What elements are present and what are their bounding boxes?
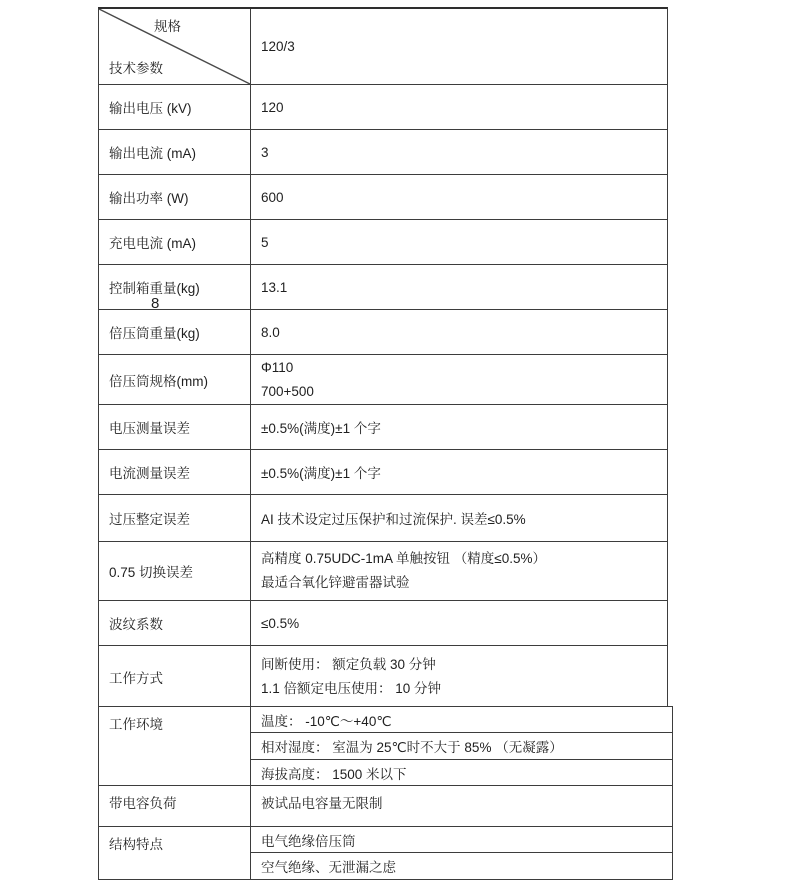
row-label: 输出电流 (mA) — [99, 130, 251, 174]
row-value: 8.0 — [261, 324, 280, 340]
table-row — [99, 130, 667, 175]
row-value-line: 间断使用： 额定负载 30 分钟 — [261, 656, 436, 672]
spec-table-environment — [98, 706, 673, 880]
row-label: 输出电压 (kV) — [99, 85, 251, 129]
table-row — [99, 85, 667, 130]
row-value-line: 高精度 0.75UDC-1mA 单触按钮 （精度≤0.5%） — [261, 551, 546, 566]
row-value: 3 — [261, 144, 269, 160]
table-row — [99, 175, 667, 220]
row-value: 被试品电容量无限制 — [261, 796, 383, 811]
row-value: 120 — [261, 99, 284, 115]
row-label: 输出功率 (W) — [99, 175, 251, 219]
row-value: 600 — [261, 189, 284, 205]
row-label: 控制箱重量(kg) — [99, 265, 251, 309]
row-label: 工作环境 — [99, 707, 251, 785]
sub-value: 海拔高度： 1500 米以下 — [261, 766, 407, 782]
row-value — [251, 355, 667, 404]
header-param-label: 技术参数 — [109, 61, 163, 76]
header-spec-label: 规格 — [154, 19, 181, 34]
row-value-line: Φ110 — [261, 359, 294, 375]
table-row — [99, 827, 672, 879]
table-row — [99, 355, 667, 405]
row-label: 倍压筒重量(kg) — [99, 310, 251, 354]
row-label: 电压测量误差 — [99, 405, 251, 449]
table-row — [99, 495, 667, 542]
row-label: 波纹系数 — [99, 601, 251, 645]
row-label: 电流测量误差 — [99, 450, 251, 494]
row-label: 工作方式 — [99, 646, 251, 707]
table-row — [99, 450, 667, 495]
row-value-line: 最适合氧化锌避雷器试验 — [261, 575, 410, 590]
row-value: ±0.5%(满度)±1 个字 — [261, 421, 381, 436]
table-row — [99, 220, 667, 265]
row-value — [251, 542, 667, 600]
row-label: 充电电流 (mA) — [99, 220, 251, 264]
row-label: 0.75 切换误差 — [99, 542, 251, 600]
row-value: ≤0.5% — [261, 615, 300, 631]
table-row — [99, 542, 667, 601]
sub-value: 空气绝缘、无泄漏之虑 — [261, 860, 396, 875]
table-row — [99, 707, 672, 786]
spec-table-main — [98, 7, 668, 708]
row-label: 结构特点 — [99, 827, 251, 879]
table-row — [99, 601, 667, 646]
header-model-value: 120/3 — [261, 39, 295, 54]
row-value: ±0.5%(满度)±1 个字 — [261, 466, 381, 481]
table-row — [99, 265, 667, 310]
table-row — [99, 405, 667, 450]
stray-character: 8 — [151, 295, 160, 312]
sub-value: 相对湿度： 室温为 25℃时不大于 85% （无凝露） — [251, 733, 672, 760]
row-label: 倍压筒规格(mm) — [99, 355, 251, 404]
sub-value: 电气绝缘倍压筒 — [251, 827, 672, 853]
row-label: 带电容负荷 — [99, 786, 251, 826]
row-value — [251, 646, 667, 707]
row-value-stack — [251, 827, 672, 879]
header-row — [99, 9, 667, 85]
row-label: 过压整定误差 — [99, 495, 251, 541]
row-value-stack — [251, 707, 672, 785]
header-corner-cell — [99, 9, 251, 84]
row-value: 13.1 — [261, 279, 288, 295]
table-row — [99, 786, 672, 827]
row-value: 5 — [261, 234, 269, 250]
row-value-line: 1.1 倍额定电压使用： 10 分钟 — [261, 680, 442, 696]
row-value-line: 700+500 — [261, 383, 314, 399]
sub-value: 温度： -10℃～+40℃ — [251, 707, 672, 733]
table-row — [99, 646, 667, 707]
row-value: AI 技术设定过压保护和过流保护. 误差≤0.5% — [261, 512, 526, 527]
table-row — [99, 310, 667, 355]
